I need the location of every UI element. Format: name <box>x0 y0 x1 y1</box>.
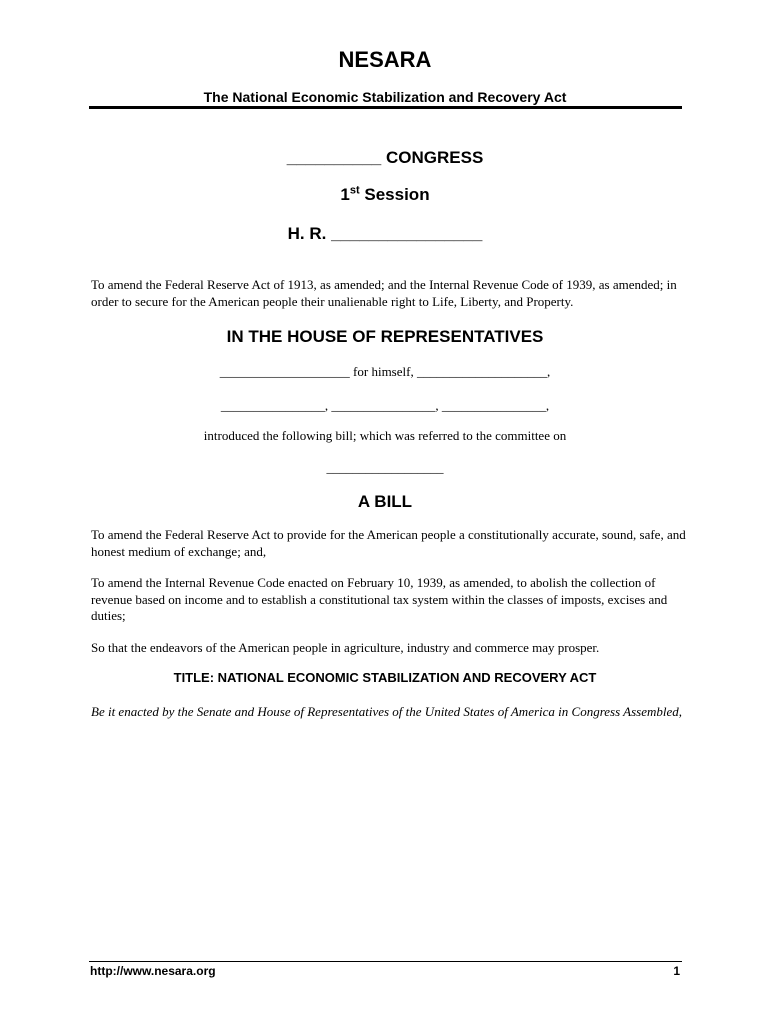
page-number: 1 <box>673 964 680 978</box>
footer-divider <box>89 961 682 962</box>
bill-paragraph-3: So that the endeavors of the American people in agriculture, industry and commerce may prosper. <box>91 640 600 655</box>
session-number: 1 <box>340 185 350 204</box>
house-heading: IN THE HOUSE OF REPRESENTATIVES <box>226 327 544 346</box>
header-divider <box>89 106 682 109</box>
document-title: NESARA <box>338 47 432 72</box>
footer-url-link[interactable]: http://www.nesara.org <box>90 964 216 978</box>
bill-paragraph-1: To amend the Federal Reserve Act to provide for the American people a constitutionally accurate, sound, safe, and honest medium of exchange; and, <box>91 527 686 559</box>
session-suffix: st <box>349 184 360 197</box>
bill-paragraph-2: To amend the Internal Revenue Code enacted on February 10, 1939, as amended, to abolish the collection of revenue based on income and to establish a constitutional tax system within the classes of imposts, excises and duties; <box>91 575 668 623</box>
enacting-clause: Be it enacted by the Senate and House of Representatives of the United States of America in Congress Assembled, <box>91 704 683 719</box>
session-line <box>0 185 770 205</box>
purpose-paragraph: To amend the Federal Reserve Act of 1913, as amended; and the Internal Revenue Code of 1939, as amended; in order to secure for the American people their unalienable right to Life, Liberty, and Property. <box>91 277 677 309</box>
sponsor-line-1: ____________________ for himself, ____________________, <box>219 364 551 379</box>
introduced-line: introduced the following bill; which was referred to the committee on <box>203 428 567 443</box>
act-title-line: TITLE: NATIONAL ECONOMIC STABILIZATION AND RECOVERY ACT <box>173 670 597 685</box>
sponsor-line-2: ________________, ________________, ________________, <box>220 398 550 413</box>
committee-blank-line: __________________ <box>326 460 444 475</box>
bill-heading: A BILL <box>357 492 413 511</box>
session-label: Session <box>359 185 430 204</box>
congress-line: __________ CONGRESS <box>286 148 484 167</box>
hr-number-line: H. R. ________________ <box>287 224 483 243</box>
document-subtitle: The National Economic Stabilization and Recovery Act <box>203 89 567 105</box>
